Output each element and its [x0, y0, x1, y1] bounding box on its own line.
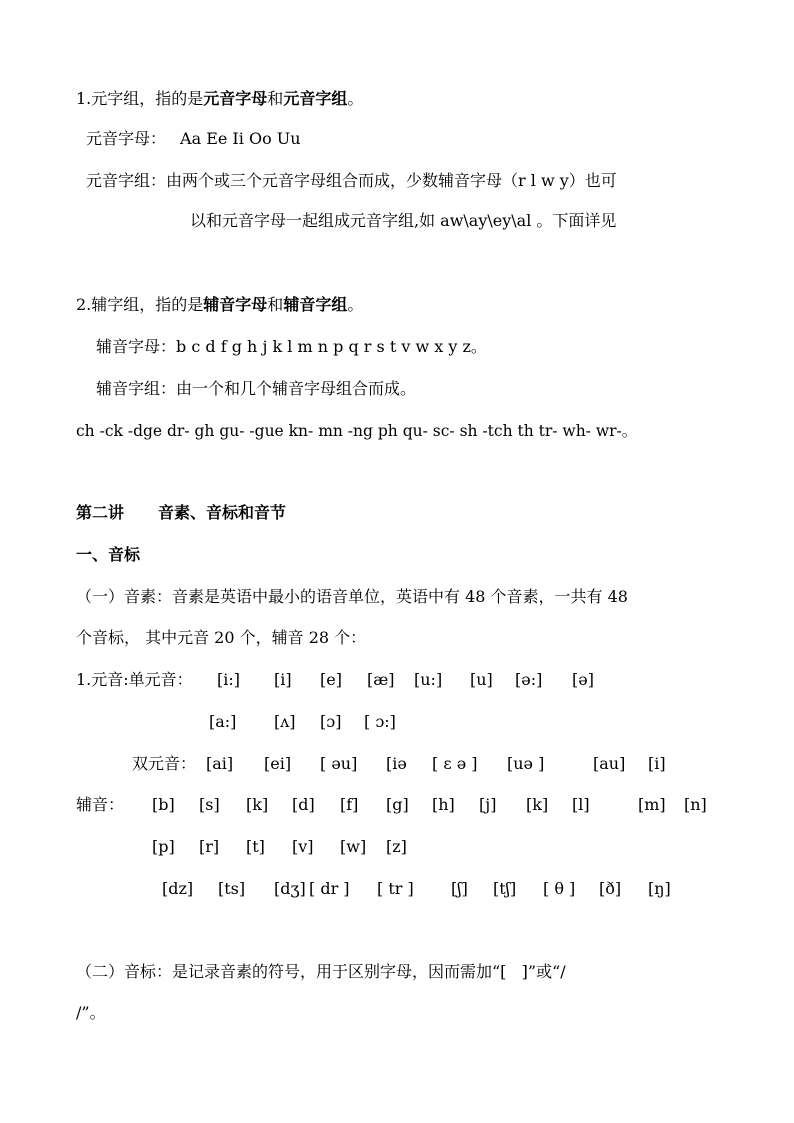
vowel-symbol: [i:] — [217, 670, 240, 689]
vowel-groups-term: 元音字组 — [283, 89, 348, 108]
consonant-groups-term: 辅音字组 — [283, 295, 348, 314]
consonant-letters-line — [96, 336, 487, 358]
consonant-symbol: [r] — [199, 837, 220, 856]
vowel-letters-label: 元音字母： — [86, 129, 167, 148]
lecture-2-heading — [76, 502, 286, 524]
consonant-symbol: [f] — [340, 795, 359, 814]
phonetic-line-2: /”。 — [76, 1003, 106, 1022]
consonant-symbol: [ð] — [599, 879, 622, 898]
consonant-symbol: [ts] — [218, 879, 246, 898]
consonant-groups-line: 辅音字组：由一个和几个辅音字母组合而成。 — [96, 379, 417, 398]
phoneme-line-2: 个音标， 其中元音 20 个，辅音 28 个： — [76, 628, 367, 647]
vowel-letters-term: 元音字母 — [203, 89, 268, 108]
vowel-symbol: [u:] — [414, 670, 443, 689]
diphthong-symbol: [ai] — [206, 754, 234, 773]
consonant-letters-label: 辅音字母： — [96, 337, 177, 356]
consonant-symbol: [tʃ] — [493, 879, 517, 898]
section-1-number: 1. — [76, 89, 92, 108]
vowel-symbol: [ə] — [572, 670, 594, 689]
consonant-symbol: [k] — [526, 795, 549, 814]
consonant-symbol: [ŋ] — [648, 879, 671, 898]
consonant-symbol: [ θ ] — [543, 879, 576, 898]
vowel-symbol: [ə:] — [515, 670, 543, 689]
consonant-symbol: [v] — [292, 837, 314, 856]
consonant-symbol: [b] — [152, 795, 175, 814]
consonant-symbol: [w] — [340, 837, 367, 856]
consonant-groups-list: ch -ck -dge dr- gh gu- -gue kn- mn -ng ph qu- sc- sh -tch th tr- wh- wr-。 — [76, 422, 638, 440]
vowel-symbol: [a:] — [209, 712, 237, 731]
vowel-symbol: [e] — [320, 670, 342, 689]
consonant-symbol: [ dr ] — [309, 879, 350, 898]
consonant-symbol: [k] — [246, 795, 269, 814]
consonant-symbol: [ tr ] — [377, 879, 414, 898]
consonant-symbol: [l] — [572, 795, 590, 814]
diphthong-symbol: [i] — [648, 754, 666, 773]
section-1-heading: 1.元字组，指的是元音字母和元音字组。 — [76, 89, 364, 108]
consonant-letters-value: b c d f g h j k l m n p q r s t v w x y z。 — [176, 337, 487, 356]
phoneme-line-1: （一）音素：音素是英语中最小的语音单位，英语中有 48 个音素，一共有 48 — [76, 587, 628, 606]
vowel-symbol: [ʌ] — [274, 712, 296, 731]
diphthong-symbol: [ ɛ ə ] — [432, 754, 478, 773]
consonant-symbol: [p] — [152, 837, 175, 856]
vowel-letters-line — [86, 128, 301, 150]
vowel-symbol: [u] — [470, 670, 493, 689]
consonant-symbol: [m] — [638, 795, 666, 814]
section-2-heading: 2.辅字组，指的是辅音字母和辅音字组。 — [76, 295, 364, 314]
phonetic-line-1: （二）音标：是记录音素的符号，用于区别字母，因而需加“[ ]”或“/ — [76, 962, 566, 981]
vowel-symbol: [i] — [274, 670, 292, 689]
consonant-symbol: [z] — [386, 837, 407, 856]
consonant-symbol: [h] — [432, 795, 455, 814]
consonant-symbol: [s] — [199, 795, 220, 814]
vowels-label: 1.元音:单元音： — [76, 670, 193, 689]
vowel-symbol: [æ] — [367, 670, 395, 689]
vowel-groups-line-2: 以和元音字母一起组成元音字组,如 aw\ay\ey\al 。下面详见 — [190, 211, 617, 230]
consonant-symbol: [t] — [246, 837, 265, 856]
part-1-heading: 一、音标 — [76, 545, 141, 564]
consonant-symbol: [n] — [684, 795, 707, 814]
consonant-symbol: [dz] — [162, 879, 194, 898]
diphthong-symbol: [ei] — [264, 754, 292, 773]
diphthongs-label: 双元音： — [132, 754, 197, 773]
diphthong-symbol: [iə — [386, 754, 407, 773]
consonants-label: 辅音： — [76, 795, 125, 814]
lecture-2-number: 第二讲 — [76, 503, 125, 522]
consonant-symbol: [g] — [386, 795, 409, 814]
diphthong-symbol: [ əu] — [320, 754, 358, 773]
diphthong-symbol: [au] — [593, 754, 626, 773]
diphthong-symbol: [uə ] — [507, 754, 545, 773]
lecture-2-title: 音素、音标和音节 — [158, 503, 287, 522]
consonant-symbol: [j] — [479, 795, 497, 814]
section-2-number: 2. — [76, 295, 92, 314]
consonant-letters-term: 辅音字母 — [203, 295, 268, 314]
vowel-symbol: [ ɔ:] — [364, 712, 396, 731]
consonant-symbol: [ʃ] — [451, 879, 468, 898]
vowel-groups-line-1: 元音字组：由两个或三个元音字母组合而成，少数辅音字母（r l w y）也可 — [86, 171, 617, 190]
vowel-letters-value: Aa Ee Ii Oo Uu — [180, 129, 301, 148]
consonant-symbol: [d] — [292, 795, 315, 814]
consonant-symbol: [dʒ] — [274, 879, 306, 898]
vowel-symbol: [ɔ] — [320, 712, 342, 731]
